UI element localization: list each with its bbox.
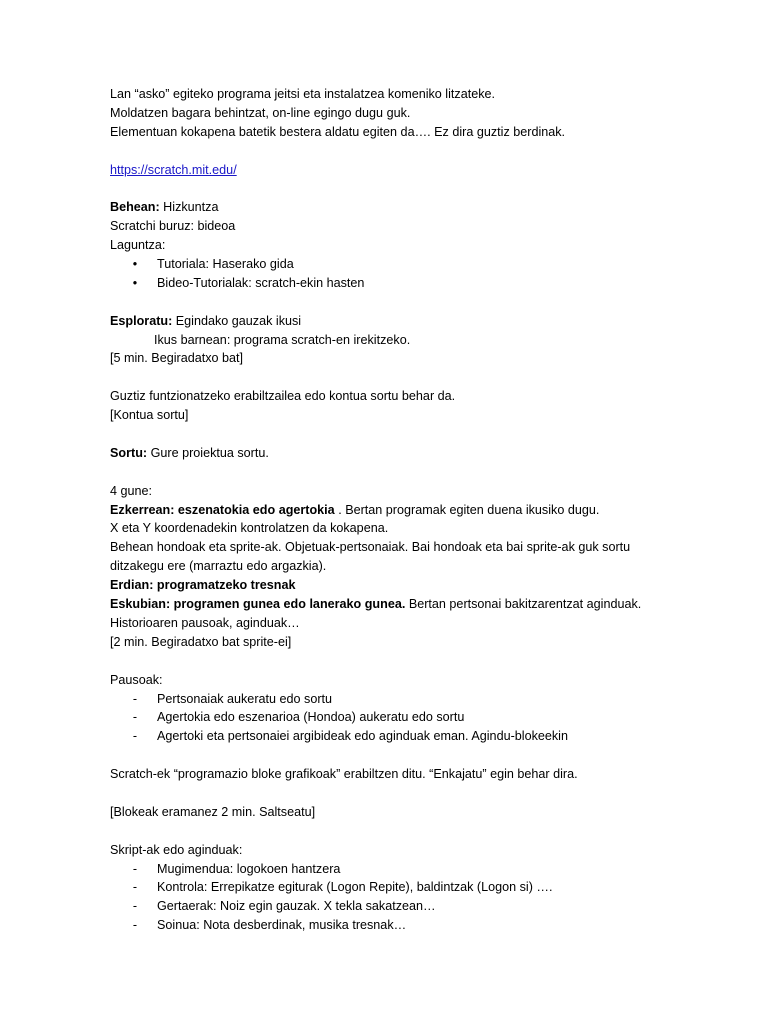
laguntza-line: Laguntza: [110, 238, 166, 253]
behean-text: Hizkuntza [159, 200, 219, 215]
list-item [110, 860, 730, 879]
list-item-text: Soinua: Nota desberdinak, musika tresnak… [157, 918, 407, 933]
esploratu-note: [5 min. Begiradatxo bat] [110, 351, 244, 366]
dash-icon: - [132, 880, 138, 895]
list-item [110, 727, 730, 746]
bullet-icon: • [132, 275, 138, 290]
list-item-text: Agertoki eta pertsonaiei argibideak edo aginduak eman. Agindu-blokeekin [157, 729, 568, 744]
dash-icon: - [132, 691, 138, 706]
behean2-line-a: Behean hondoak eta sprite-ak. Objetuak-pertsonaiak. Bai hondoak eta bai sprite-ak guk sortu [110, 540, 631, 555]
esploratu-line [110, 312, 730, 331]
gune-title: 4 gune: [110, 483, 153, 498]
list-item [110, 708, 730, 727]
scratch-ek-line: Scratch-ek “programazio bloke grafikoak” erabiltzen ditu. “Enkajatu” egin behar dira. [110, 767, 578, 782]
bullet-icon: • [132, 257, 138, 272]
dash-icon: - [132, 861, 138, 876]
esploratu-sub: Ikus barnean: programa scratch-en irekitzeko. [154, 332, 411, 347]
eskubian-label: Eskubian: [110, 597, 171, 612]
dash-icon: - [132, 918, 138, 933]
sortu-text: Gure proiektua sortu. [147, 445, 269, 460]
gune-note: [2 min. Begiradatxo bat sprite-ei] [110, 634, 292, 649]
skript-title: Skript-ak edo aginduak: [110, 842, 243, 857]
list-item-text: Gertaerak: Noiz egin gauzak. X tekla sakatzean… [157, 899, 436, 914]
list-item-text: Bideo-Tutorialak: scratch-ekin hasten [157, 275, 365, 290]
guztiz-line: Guztiz funtzionatzeko erabiltzailea edo kontua sortu behar da. [110, 389, 456, 404]
blokeak-note: [Blokeak eramanez 2 min. Saltseatu] [110, 804, 316, 819]
intro-line-1: Lan “asko” egiteko programa jeitsi eta instalatzea komeniko litzateke. [110, 87, 496, 101]
list-item [110, 255, 730, 274]
dash-icon: - [132, 710, 138, 725]
dash-icon: - [132, 729, 138, 744]
list-item [110, 897, 730, 916]
sortu-line [110, 444, 730, 463]
sortu-label: Sortu: [110, 445, 148, 460]
behean-line [110, 198, 730, 217]
intro-line-2: Moldatzen bagara behintzat, on-line egingo dugu guk. [110, 105, 411, 120]
list-item [110, 878, 730, 897]
eskubian-bold: programen gunea edo lanerako gunea. [170, 597, 406, 612]
scratch-link-line [110, 161, 730, 180]
ezkerrean-rest: . Bertan programak egiten duena ikusiko dugu. [334, 502, 600, 517]
kontua-note: [Kontua sortu] [110, 408, 189, 423]
erdian-bold: programatzeko tresnak [153, 578, 296, 593]
list-item [110, 916, 730, 935]
pausoak-title: Pausoak: [110, 672, 163, 687]
list-item-text: Mugimendua: logokoen hantzera [157, 861, 341, 876]
scratch-link[interactable]: https://scratch.mit.edu/ [110, 162, 237, 177]
erdian-line [110, 576, 730, 595]
behean-label: Behean: [110, 200, 160, 215]
scratchi-line: Scratchi buruz: bideoa [110, 219, 236, 234]
list-item-text: Agertokia edo eszenarioa (Hondoa) aukeratu edo sortu [157, 710, 465, 725]
eskubian-line [110, 595, 730, 614]
list-item-text: Tutoriala: Haserako gida [157, 257, 294, 272]
ezkerrean-label: Ezkerrean: [110, 502, 175, 517]
list-item [110, 274, 730, 293]
behean2-line-b: ditzakegu ere (marraztu edo argazkia). [110, 559, 327, 574]
ezkerrean-line [110, 501, 730, 520]
list-item-text: Kontrola: Errepikatze egiturak (Logon Repite), baldintzak (Logon si) …. [157, 880, 553, 895]
esploratu-label: Esploratu: [110, 313, 173, 328]
list-item-text: Pertsonaiak aukeratu edo sortu [157, 691, 333, 706]
esploratu-text: Egindako gauzak ikusi [172, 313, 302, 328]
dash-icon: - [132, 899, 138, 914]
list-item [110, 690, 730, 709]
historia-line: Historioaren pausoak, aginduak… [110, 615, 300, 630]
intro-line-3: Elementuan kokapena batetik bestera aldatu egiten da…. Ez dira guztiz berdinak. [110, 124, 566, 139]
xy-line: X eta Y koordenadekin kontrolatzen da kokapena. [110, 521, 389, 536]
eskubian-rest: Bertan pertsonai bakitzarentzat aginduak. [405, 597, 642, 612]
ezkerrean-bold: eszenatokia edo agertokia [174, 502, 335, 517]
document-body [110, 85, 730, 935]
erdian-label: Erdian: [110, 578, 154, 593]
